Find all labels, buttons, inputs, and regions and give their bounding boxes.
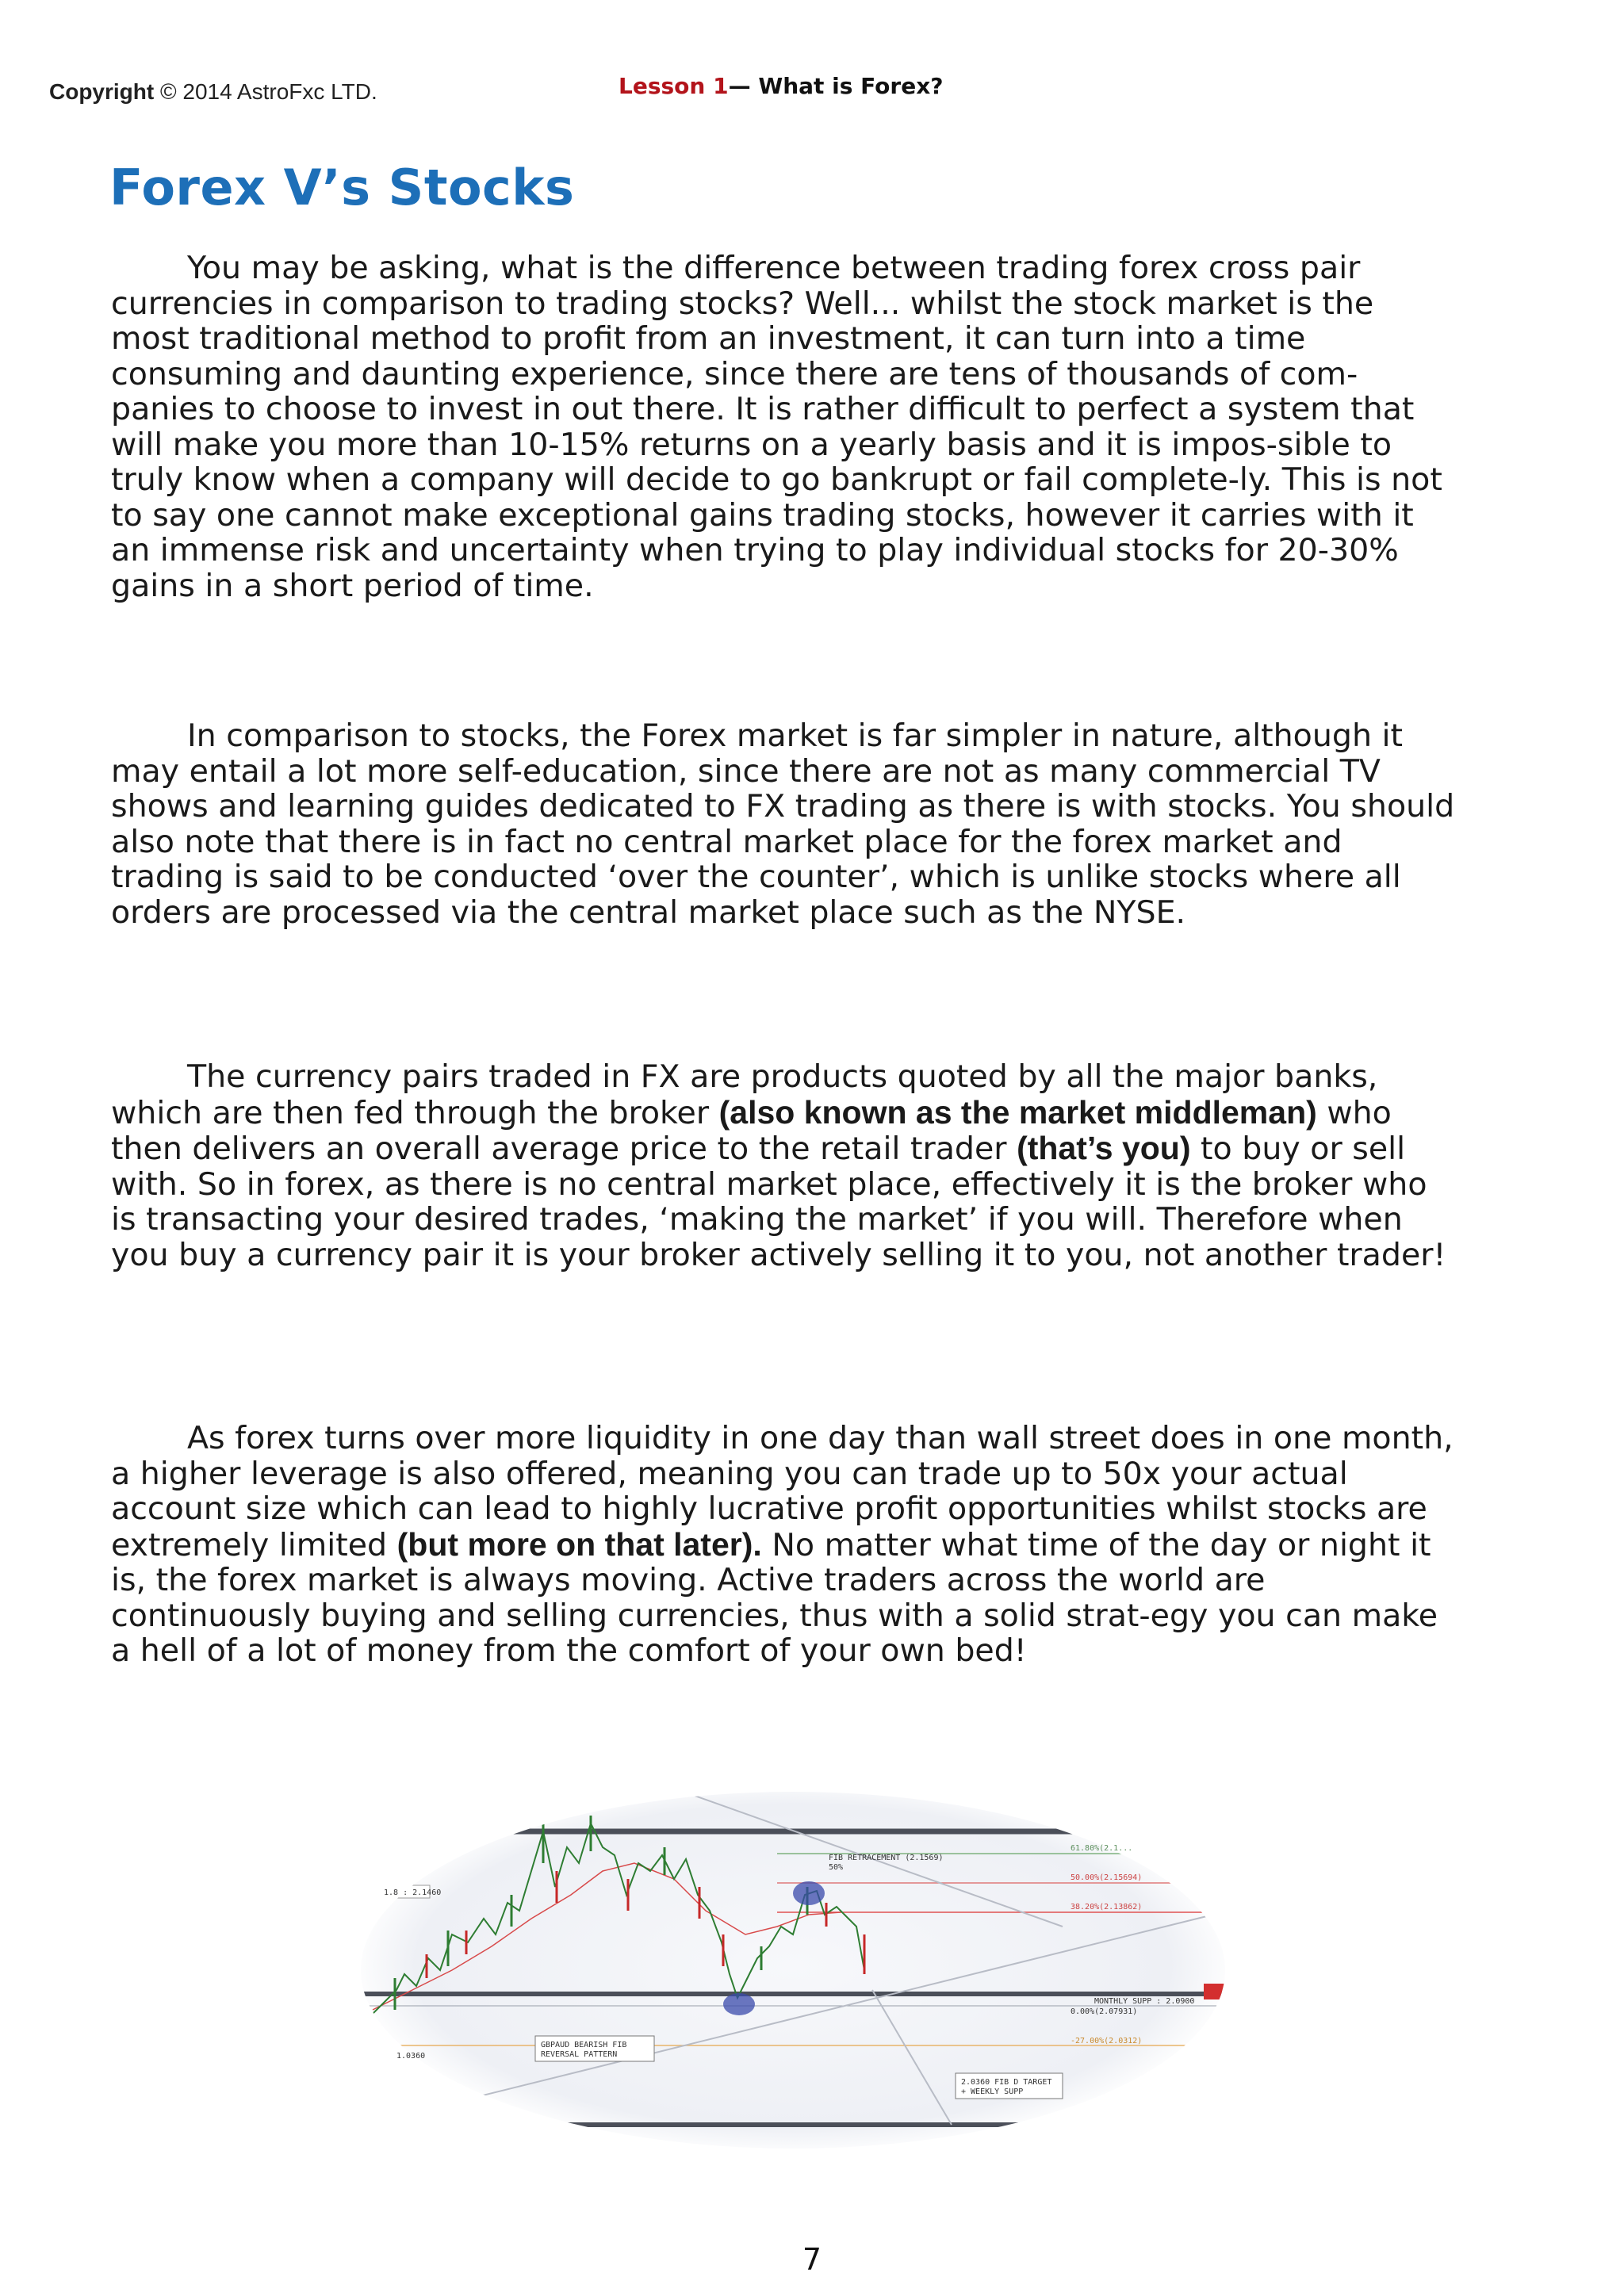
paragraph-3-bold-1: (also known as the market middleman) [718,1093,1317,1131]
lesson-header [619,73,944,99]
paragraph-2-text: In comparison to stocks, the Forex market is far simpler in nature, although it may entail a lot more self-education, since there are not as many commercial TV shows and learning guides dedicated to FX trading as there is with stocks. You should also note that there is in fact no central market place for the forex market and trading is said to be conducted ‘over the counter’, which is unlike stocks where all orders are processed via the central market place such as the NYSE. [111,718,1455,931]
paragraph-4-text-a: As forex turns over more liquidity in one day than wall street does in one month, a higher leverage is also offered, meaning you can trade up to 50x your actual account size which can lead to highly lucrative profit opportunities whilst stocks are extremely limited [111,1420,1454,1563]
fib-500-label: 50.00%(2.15694) [1071,1873,1143,1882]
fib-618-label: 61.80%(2.1... [1071,1844,1133,1853]
pattern-label-1: GBPAUD BEARISH FIB [541,2041,627,2049]
paragraph-3-text-a: The currency pairs traded in FX are products quoted by all the major banks, which are then fed through the broker [111,1058,1378,1131]
lesson-title: — What is Forex? [728,73,944,99]
left-level-label: 1.8 : 2.1460 [384,1888,442,1897]
copyright-text: © 2014 AstroFxc LTD. [160,79,377,104]
paragraph-1 [111,251,1459,603]
paragraph-4-text-c: No matter what time of the day or night it is, the forex market is always moving. Active traders across the world are continuously buying and selling currencies, thus with a solid strat-egy you can make a hell of a lot of money from the comfort of your own bed! [111,1526,1438,1669]
target-label-2: + WEEKLY SUPP [961,2087,1024,2096]
copyright-label: Copyright [49,79,155,104]
chart-figure [349,1776,1237,2156]
monthly-supp-label: MONTHLY SUPP : 2.0900 [1094,1997,1195,2006]
page-title: Forex V’s Stocks [109,159,575,216]
page-number: 7 [802,2242,822,2277]
fib-382-label: 38.20%(2.13862) [1071,1903,1143,1911]
fib-retracement-label: FIB RETRACEMENT (2.1569) [829,1854,944,1862]
pattern-label-2: REVERSAL PATTERN [541,2050,618,2059]
paragraph-3 [111,1059,1459,1272]
paragraph-1-text: You may be asking, what is the difference between trading forex cross pair currencies in comparison to trading stocks? Well... whilst the stock market is the most traditional method to profit from an investment, it can turn into a time consuming and daunting experience, since there are tens of thousands of com-panies to choose to invest in out there. It is rather difficult to perfect a system that will make you more than 10-15% returns on a yearly basis and it is impos-sible to truly know when a company will decide to go bankrupt or fail complete-ly. This is not to say one cannot make exceptional gains trading stocks, however it carries with it an immense risk and uncertainty when trying to play individual stocks for 20-30% gains in a short period of time. [111,250,1442,604]
copyright-notice [49,79,377,105]
target-label-1: 2.0360 FIB D TARGET [961,2078,1052,2087]
fib-000-label: 0.00%(2.07931) [1071,2007,1138,2016]
fib-neg-label: -27.00%(2.0312) [1071,2037,1143,2045]
paragraph-4-bold: (but more on that later). [396,1525,762,1563]
paragraph-3-text-d: to buy or sell with. So in forex, as there is no central market place, effectively it is the broker who is transacting your desired trades, ‘making the market’ if you will. Therefore when you buy a currency pair it is your broker actively selling it to you, not another trader! [111,1131,1446,1273]
fib-50-label: 50% [829,1863,844,1872]
paragraph-4 [111,1421,1459,1669]
paragraph-3-bold-2: (that’s you) [1017,1130,1191,1166]
paragraph-2 [111,718,1459,930]
bottom-level-label: 1.0360 [396,2052,426,2061]
lesson-number: Lesson 1 [619,73,729,99]
paragraph-3-text-c: who then delivers an overall average price to the retail trader [111,1094,1392,1167]
forex-chart-image [349,1776,1237,2156]
